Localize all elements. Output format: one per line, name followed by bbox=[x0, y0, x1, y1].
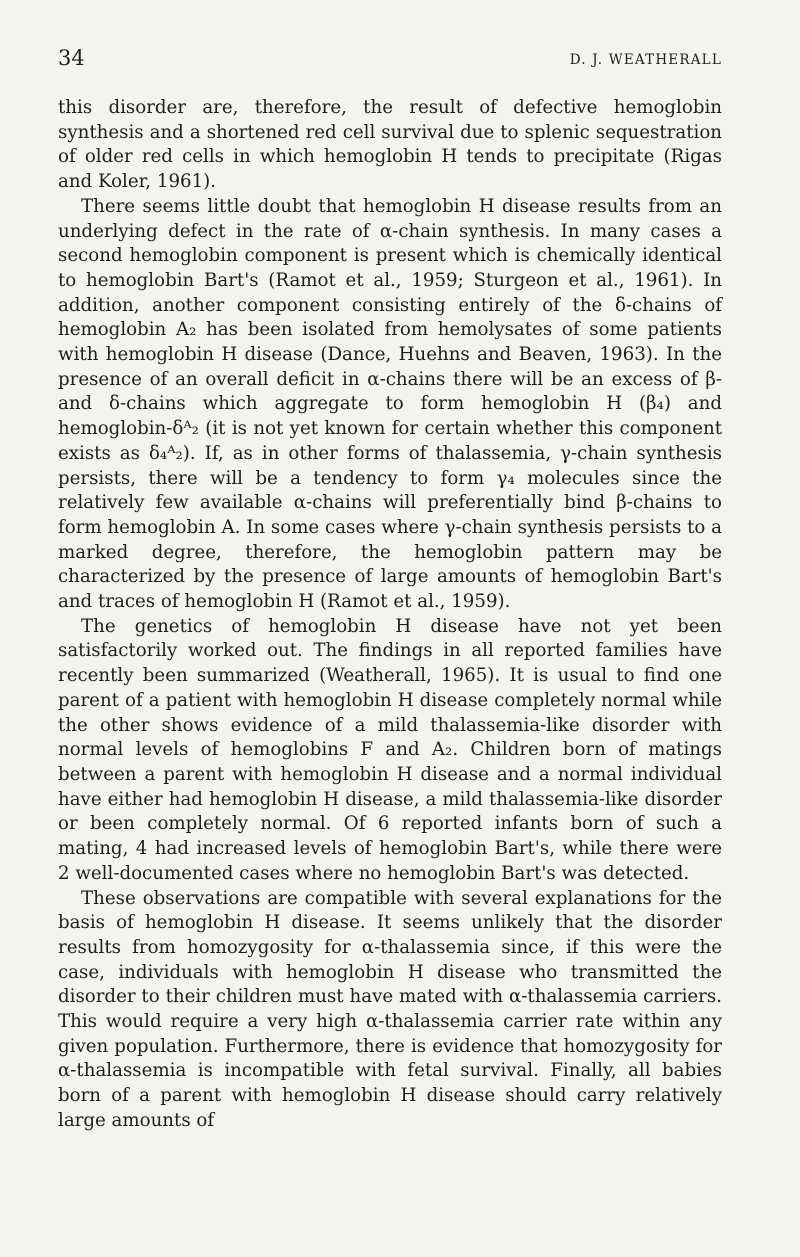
paragraph-1: this disorder are, therefore, the result of defective hemoglobin synthesis and a shortened red cell survival due to splenic sequestration of older red cells in which hemoglobin H tends to precipitate (Rigas and Koler, 1961). bbox=[58, 97, 722, 193]
running-head: D. J. WEATHERALL bbox=[569, 52, 722, 68]
paragraph-2: There seems little doubt that hemoglobin H disease results from an underlying defect in the rate of α-chain synthesis. In many cases a second hemoglobin component is present which is chemically identical to hemoglobin Bart's (Ramot et al., 1959; Sturgeon et al., 1961). In addition, another component consisting entirely of the δ-chains of hemoglobin A₂ has been isolated from hemolysates of some patients with hemoglobin H disease (Dance, Huehns and Beaven, 1963). In the presence of an overall deficit in α-chains there will be an excess of β- and δ-chains which aggregate to form hemoglobin H (β₄) and hemoglobin-δᴬ₂ (it is not yet known for certain whether this component exists as δ₄ᴬ₂). If, as in other forms of thalassemia, γ-chain synthesis persists, there will be a tendency to form γ₄ molecules since the relatively few available α-chains will preferentially bind β-chains to form hemoglobin A. In some cases where γ-chain synthesis persists to a marked degree, therefore, the hemoglobin pattern may be characterized by the presence of large amounts of hemoglobin Bart's and traces of hemoglobin H (Ramot et al., 1959). bbox=[58, 195, 722, 613]
page-header bbox=[58, 46, 722, 76]
body-text bbox=[58, 96, 722, 1134]
paragraph-3: The genetics of hemoglobin H disease have not yet been satisfactorily worked out. The findings in all reported families have recently been summarized (Weatherall, 1965). It is usual to find one parent of a patient with hemoglobin H disease completely normal while the other shows evidence of a mild thalassemia-like disorder with normal levels of hemoglobins F and A₂. Children born of matings between a parent with hemoglobin H disease and a normal individual have either had hemoglobin H disease, a mild thalassemia-like disorder or been completely normal. Of 6 reported infants born of such a mating, 4 had increased levels of hemoglobin Bart's, while there were 2 well-documented cases where no hemoglobin Bart's was detected. bbox=[58, 615, 722, 884]
page-number: 34 bbox=[58, 46, 85, 70]
paragraph-4: These observations are compatible with several explanations for the basis of hemoglobin H disease. It seems unlikely that the disorder results from homozygosity for α-thalassemia since, if this were the case, individuals with hemoglobin H disease who transmitted the disorder to their children must have mated with α-thalassemia carriers. This would require a very high α-thalassemia carrier rate within any given population. Furthermore, there is evidence that homozygosity for α-thalassemia is incompatible with fetal survival. Finally, all babies born of a parent with hemoglobin H disease should carry relatively large amounts of bbox=[58, 887, 722, 1131]
